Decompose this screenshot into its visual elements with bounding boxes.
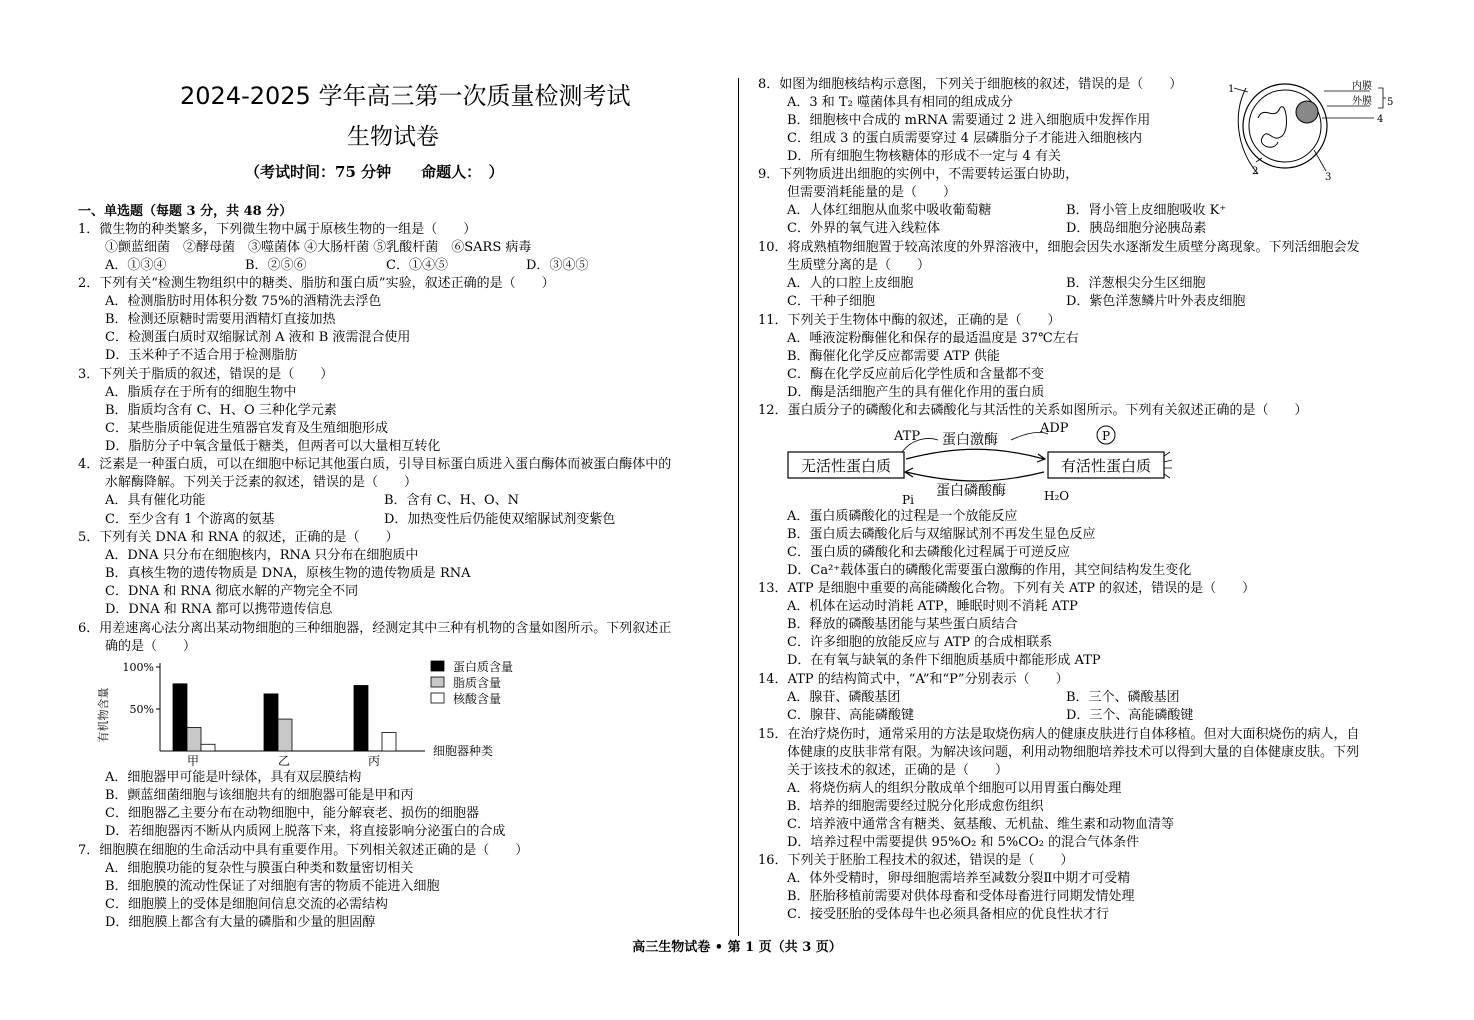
question-line: C．至少含有 1 个游离的氨基 (105, 512, 275, 527)
label-4: 4 (1377, 114, 1384, 125)
legend-label: 脂质含量 (453, 676, 502, 690)
bar-核酸含量 (201, 744, 215, 751)
question-line: B．三个、磷酸基团 (1066, 690, 1180, 705)
question-line: 7．细胞膜在细胞的生命活动中具有重要作用。下列相关叙述正确的是（ ） (78, 843, 529, 858)
question-line: D．酶是活细胞产生的具有催化作用的蛋白质 (787, 385, 1045, 400)
question-line: D．三个、高能磷酸键 (1066, 708, 1194, 723)
question-line: C．酶在化学反应前后化学性质和含量都不变 (787, 367, 1044, 382)
question-line: D．紫色洋葱鳞片叶外表皮细胞 (1066, 294, 1246, 309)
question-line: A．机体在运动时消耗 ATP，睡眠时则不消耗 ATP (787, 599, 1078, 614)
question-line: 8．如图为细胞核结构示意图，下列关于细胞核的叙述，错误的是（ ） (758, 77, 1183, 92)
kinase-label: 蛋白激酶 (942, 432, 998, 448)
question-line: B．含有 C、H、O、N (384, 493, 520, 508)
question-line: 15．在治疗烧伤时，通常采用的方法是取烧伤病人的健康皮肤进行自体移植。但对大面积烧伤的病人，自 (758, 727, 1360, 742)
question-line: A．唾液淀粉酶催化和保存的最适温度是 37℃左右 (787, 331, 1079, 346)
question-line: 2．下列有关“检测生物组织中的糖类、脂肪和蛋白质”实验，叙述正确的是（ ） (78, 276, 555, 291)
question-line: B．洋葱根尖分生区细胞 (1066, 276, 1206, 291)
phosphate-label: P (1101, 429, 1111, 443)
nucleus-inner-membrane (1249, 90, 1321, 162)
question-line: B．培养的细胞需要经过脱分化形成愈伤组织 (787, 799, 1044, 814)
exam-meta: （考试时间：75 分钟 命题人： ） (245, 163, 504, 181)
question-line: C．某些脂质能促进生殖器官发育及生殖细胞形成 (105, 421, 388, 436)
question-line: C．组成 3 的蛋白质需要穿过 4 层磷脂分子才能进入细胞核内 (787, 131, 1143, 146)
question-line: B．颤蓝细菌细胞与该细胞共有的细胞器可能是甲和丙 (105, 788, 414, 803)
question-line: A．人体红细胞从血浆中吸收葡萄糖 (787, 203, 992, 218)
question-line: B．脂质均含有 C、H、O 三种化学元素 (105, 403, 337, 418)
y-axis-label: 有机物含量 (97, 687, 110, 743)
x-axis-label: 细胞器种类 (433, 744, 494, 758)
question-line: C．检测蛋白质时双缩脲试剂 A 液和 B 液需混合使用 (105, 330, 411, 345)
question-line: 9．下列物质进出细胞的实例中，不需要转运蛋白协助， (758, 167, 1079, 182)
bar-蛋白质含量 (264, 694, 278, 751)
question-line: D．DNA 和 RNA 都可以携带遗传信息 (105, 602, 333, 617)
question-line: C．许多细胞的放能反应与 ATP 的合成相联系 (787, 635, 1053, 650)
active-protein-label: 有活性蛋白质 (1060, 457, 1152, 475)
question-line: A．3 和 T₂ 噬菌体具有相同的组成成分 (787, 95, 1013, 110)
question-line: D．胰岛细胞分泌胰岛素 (1066, 221, 1207, 236)
label-3: 3 (1325, 172, 1332, 183)
question-line: C．细胞器乙主要分布在动物细胞中，能分解衰老、损伤的细胞器 (105, 806, 479, 821)
question-line: 11．下列关于生物体中酶的叙述，正确的是（ ） (758, 313, 1061, 328)
question-line: 体健康的皮肤非常有限。为解决该问题，利用动物细胞培养技术可以得到大量的自体健康皮肤。下列 (787, 745, 1360, 760)
question-line: 水解酶降解。下列关于泛素的叙述，错误的是（ ） (105, 475, 418, 490)
question-line: D．加热变性后仍能使双缩脲试剂变紫色 (384, 512, 616, 527)
column-divider (738, 78, 739, 936)
question-line: 3．下列关于脂质的叙述，错误的是（ ） (78, 367, 334, 382)
legend-label: 蛋白质含量 (453, 660, 514, 674)
er-membrane (1238, 88, 1258, 174)
question-line: D．玉米种子不适合用于检测脂肪 (105, 348, 298, 363)
question-line: B．细胞核中合成的 mRNA 需要通过 2 进入细胞质中发挥作用 (787, 113, 1151, 128)
question-line: A．人的口腔上皮细胞 (787, 276, 914, 291)
question-line: A．细胞器甲可能是叶绿体，具有双层膜结构 (105, 770, 362, 785)
question-line: C．细胞膜上的受体是细胞间信息交流的必需结构 (105, 897, 388, 912)
question-line: D．Ca²⁺载体蛋白的磷酸化需要蛋白激酶的作用，其空间结构发生变化 (787, 563, 1192, 578)
label-2: 2 (1252, 166, 1259, 177)
question-line: 12．蛋白质分子的磷酸化和去磷酸化与其活性的关系如图所示。下列有关叙述正确的是（ ） (758, 403, 1308, 418)
question-line: B．检测还原糖时需要用酒精灯直接加热 (105, 312, 336, 327)
question-line: 16．下列关于胚胎工程技术的叙述，错误的是（ ） (758, 853, 1074, 868)
phosphatase-label: 蛋白磷酸酶 (936, 483, 1006, 499)
question-line: D．在有氧与缺氧的条件下细胞质基质中都能形成 ATP (787, 653, 1101, 668)
dephosphorylation-arrow (906, 472, 1044, 481)
subject-title: 生物试卷 (347, 124, 439, 150)
question-line: D．若细胞器丙不断从内质网上脱落下来，将直接影响分泌蛋白的合成 (105, 824, 506, 839)
question-line: A．检测脂肪时用体积分数 75%的酒精洗去浮色 (105, 294, 382, 309)
question-line: 关于该技术的叙述，正确的是（ ） (787, 763, 1009, 778)
question-line: C．干种子细胞 (787, 294, 875, 309)
question-line: C．腺苷、高能磷酸键 (787, 708, 914, 723)
legend-swatch (431, 693, 444, 703)
label-inner-membrane: 内膜 (1352, 81, 1372, 92)
nucleus-outer-membrane (1243, 84, 1327, 168)
question-line: 4．泛素是一种蛋白质，可以在细胞中标记其他蛋白质，引导目标蛋白质进入蛋白酶体而被蛋白酶体中的 (78, 457, 672, 472)
question-line: 10．将成熟植物细胞置于较高浓度的外界溶液中，细胞会因失水逐渐发生质壁分离现象。下列活细胞会发 (758, 240, 1360, 255)
legend-swatch (431, 677, 444, 687)
question-line: D．所有细胞生物核糖体的形成不一定与 4 有关 (787, 149, 1061, 164)
question-line: A．细胞膜功能的复杂性与膜蛋白种类和数量密切相关 (105, 861, 414, 876)
question-line: D．细胞膜上都含有大量的磷脂和少量的胆固醇 (105, 915, 376, 930)
label-outer-membrane: 外膜 (1352, 96, 1372, 107)
bar-核酸含量 (382, 733, 396, 751)
page-footer: 高三生物试卷 • 第 1 页（共 3 页） (632, 940, 842, 955)
x-tick-label: 丙 (367, 754, 381, 768)
legend-swatch (431, 661, 444, 671)
question-line: A．体外受精时，卵母细胞需培养至减数分裂Ⅱ中期才可受精 (787, 871, 1131, 886)
question-line: C．培养液中通常含有糖类、氨基酸、无机盐、维生素和动物血清等 (787, 817, 1174, 832)
chromatin (1258, 107, 1286, 148)
nucleolus (1296, 101, 1318, 123)
question-line: B．细胞膜的流动性保证了对细胞有害的物质不能进入细胞 (105, 879, 440, 894)
question-line: B．酶催化化学反应都需要 ATP 供能 (787, 349, 1000, 364)
question-line: B．肾小管上皮细胞吸收 K⁺ (1066, 203, 1227, 218)
question-line: 生质壁分离的是（ ） (787, 258, 931, 273)
question-line: D．培养过程中需要提供 95%O₂ 和 5%CO₂ 的混合气体条件 (787, 835, 1140, 850)
bar-脂质含量 (187, 727, 201, 751)
adp-label: ADP (1040, 422, 1069, 436)
label-5: 5 (1387, 97, 1394, 108)
bar-脂质含量 (278, 719, 292, 751)
x-tick-label: 甲 (186, 754, 200, 768)
question-line: C．蛋白质的磷酸化和去磷酸化过程属于可逆反应 (787, 545, 1070, 560)
question-line: B．胚胎移植前需要对供体母畜和受体母畜进行同期发情处理 (787, 889, 1135, 904)
question-line: A．脂质存在于所有的细胞生物中 (105, 385, 297, 400)
question-line: C．外界的氧气进入线粒体 (787, 221, 940, 236)
nucleus-diagram (1228, 78, 1398, 183)
question-line: A．将烧伤病人的组织分散成单个细胞可以用胃蛋白酶处理 (787, 781, 1122, 796)
question-line: C．①④⑤ (386, 258, 448, 273)
label-1: 1 (1228, 84, 1235, 95)
question-line: 但需要消耗能量的是（ ） (787, 185, 957, 200)
pi-label: Pi (902, 493, 914, 507)
question-line: B．蛋白质去磷酸化后与双缩脲试剂不再发生显色反应 (787, 527, 1096, 542)
y-tick-label: 50% (129, 703, 154, 716)
question-line: A．蛋白质磷酸化的过程是一个放能反应 (787, 509, 1018, 524)
question-line: B．②⑤⑥ (245, 258, 307, 273)
question-line: A．①③④ (105, 258, 167, 273)
question-line: B．真核生物的遗传物质是 DNA，原核生物的遗传物质是 RNA (105, 566, 471, 581)
phosphorylation-arrow (906, 449, 1044, 459)
organelle-bar-chart (95, 655, 535, 770)
question-line: C．DNA 和 RNA 彻底水解的产物完全不同 (105, 584, 359, 599)
y-tick-label: 100% (122, 661, 154, 674)
question-line: D．③④⑤ (526, 258, 589, 273)
exam-title: 2024-2025 学年高三第一次质量检测考试 (180, 82, 631, 110)
question-line: ①颤蓝细菌 ②酵母菌 ③噬菌体 ④大肠杆菌 ⑤乳酸杆菌 ⑥SARS 病毒 (105, 240, 532, 255)
bar-蛋白质含量 (173, 684, 187, 751)
x-tick-label: 乙 (277, 754, 291, 768)
question-line: B．释放的磷酸基团能与某些蛋白质结合 (787, 617, 1018, 632)
question-line: 1．微生物的种类繁多，下列微生物中属于原核生物的一组是（ ） (78, 222, 477, 237)
question-line: 确的是（ ） (105, 639, 197, 654)
question-line: A．DNA 只分布在细胞核内，RNA 只分布在细胞质中 (105, 548, 419, 563)
question-line: 6．用差速离心法分离出某动物细胞的三种细胞器，经测定其中三种有机物的含量如图所示。下列叙述正 (78, 621, 672, 636)
question-line: A．腺苷、磷酸基团 (787, 690, 901, 705)
question-line: 13．ATP 是细胞中重要的高能磷酸化合物。下列有关 ATP 的叙述，错误的是（ ） (758, 581, 1256, 596)
bar-蛋白质含量 (354, 685, 368, 751)
question-line: D．脂肪分子中氧含量低于糖类，但两者可以大量相互转化 (105, 439, 441, 454)
question-line: 14．ATP 的结构简式中，“A”和“P”分别表示（ ） (758, 672, 1069, 687)
question-line: 5．下列有关 DNA 和 RNA 的叙述，正确的是（ ） (78, 530, 399, 545)
inactive-protein-label: 无活性蛋白质 (800, 457, 892, 475)
question-line: C．接受胚胎的受体母牛也必须具备相应的优良性状才行 (787, 907, 1109, 922)
phosphorylation-diagram (786, 422, 1186, 507)
section-heading: 一、单选题（每题 3 分，共 48 分） (78, 204, 293, 219)
legend-label: 核酸含量 (453, 692, 502, 706)
h2o-label: H₂O (1044, 489, 1070, 503)
atp-label: ATP (894, 429, 921, 444)
question-line: A．具有催化功能 (105, 493, 206, 508)
